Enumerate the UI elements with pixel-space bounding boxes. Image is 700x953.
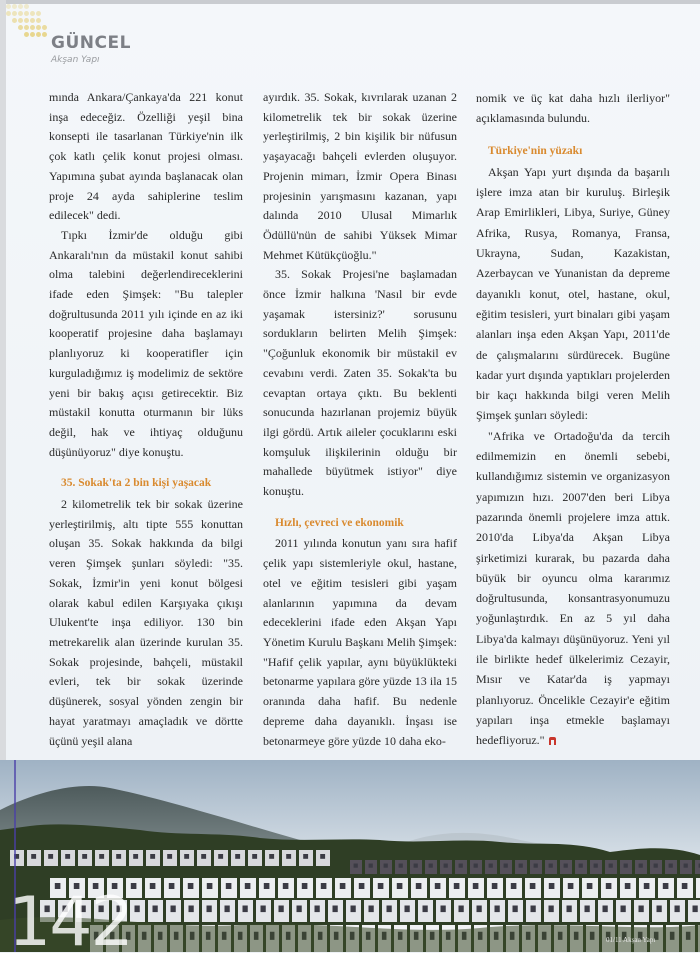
dot [36, 18, 41, 23]
house-window [549, 906, 554, 913]
house-window [459, 906, 464, 913]
subheading-text: 35. Sokak'ta 2 bin kişi yaşacak [61, 477, 212, 490]
dot [24, 18, 29, 23]
house-window [189, 906, 194, 913]
house-window [519, 864, 523, 868]
dot [24, 4, 29, 9]
house-window [657, 906, 662, 913]
house-window [454, 883, 460, 889]
house-window [473, 883, 479, 889]
house-window [594, 864, 598, 868]
dot [36, 25, 41, 30]
house-window [188, 883, 194, 889]
house-window [387, 906, 392, 913]
house-window [603, 906, 608, 913]
house-window [99, 854, 104, 859]
dot [30, 32, 35, 37]
house-window [226, 883, 232, 889]
house-window [587, 883, 593, 889]
dot [18, 11, 23, 16]
paragraph-text: nomik ve üç kat daha hızlı ilerliyor" açıklamasında bulundu. [476, 91, 670, 126]
house-window [624, 864, 628, 868]
house-window [378, 883, 384, 889]
house-window [245, 883, 251, 889]
house-window [414, 864, 418, 868]
paragraph [476, 426, 670, 751]
house-window [693, 906, 698, 913]
house-window [171, 906, 176, 913]
dot [24, 11, 29, 16]
house-window [416, 883, 422, 889]
house-window [133, 854, 138, 859]
house-window [169, 883, 175, 889]
dot [12, 4, 17, 9]
dot [24, 32, 29, 37]
house-window [530, 883, 536, 889]
house-window [369, 906, 374, 913]
house-window [31, 854, 36, 859]
house-window [207, 883, 213, 889]
paragraph [263, 88, 457, 265]
house-window [279, 906, 284, 913]
house-window [321, 883, 327, 889]
house-window [663, 883, 669, 889]
house-window [534, 864, 538, 868]
house-window [135, 906, 140, 913]
dot [18, 4, 23, 9]
house-window [264, 883, 270, 889]
house-window [579, 864, 583, 868]
house-window [441, 906, 446, 913]
house-window [684, 864, 688, 868]
house-window [297, 906, 302, 913]
dot [6, 11, 11, 16]
house-window [252, 854, 257, 859]
paragraph [476, 88, 670, 129]
house-window [384, 864, 388, 868]
house-window [639, 906, 644, 913]
subheading-text: Türkiye'nin yüzakı [488, 144, 583, 157]
paragraph-text: ayırdık. 35. Sokak, kıvrılarak uzanan 2 kilometrelik tek bir sokak üzerine yerleştirilmiş, 2 bin kişilik bir nüfusun yaşayacağı bahçeli evlerden oluşuyor. Projenin mimarı, İzmir Opera Binası projesinin yarışmasını kazanan, yapı dalında 2010 Ulusal Mimarlık Ödüllü'nün de sahibi Yüksek Mimar Mehmet Kütükçüoğlu." [263, 90, 457, 262]
house-window [48, 854, 53, 859]
dot [30, 18, 35, 23]
paragraph [263, 265, 457, 501]
house-window [333, 906, 338, 913]
house-window [351, 906, 356, 913]
subheading [476, 141, 670, 161]
house-window [65, 854, 70, 859]
dot [36, 11, 41, 16]
paragraph-text: 2011 yılında konutun yanı sıra hafif çelik yapı sistemleriyle okul, hastane, otel ve eğitim tesisleri gibi yaşam alanlarının yapımına da devam edeceklerini ifade eden Akşan Yapı Yönetim Kurulu Başkanı Melih Şimşek: "Hafif çelik yapılar, aynı büyüklükteki betonarme yapılara göre yüzde 13 ila 15 oranında daha hafif. Bu nedenle depreme daha dayanıklı. İnşası ise betonarmeye göre yüzde 10 daha eko- [263, 536, 457, 748]
paragraph [49, 88, 243, 226]
paragraph-text: 35. Sokak Projesi'ne başlamadan önce İzmir halkına 'Nasıl bir evde yaşamak istersiniz?' sorusunu sordukların belirten Melih Şimşek: "Çoğunluk ekonomik bir müstakil ev cevabını verdi. Zaten 35. Sokak'ta bu cevaptan ortaya çıktı. Bu beklenti sonucunda hazırlanan projemiz büyük ilgi gördü. Artık aileler çocuklarını eski komşuluk ilişkilerinin olduğu bir mahallede büyütmek istiyor" diye konuştu. [263, 267, 457, 499]
dot-pattern-logo [6, 4, 54, 44]
article-column-2 [263, 88, 457, 756]
house-window [477, 906, 482, 913]
house-window [302, 883, 308, 889]
house-window [369, 864, 373, 868]
house-window [564, 864, 568, 868]
house-window [225, 906, 230, 913]
subheading-text: Hızlı, çevreci ve ekonomik [275, 516, 404, 529]
house-window [585, 906, 590, 913]
paragraph-text: Akşan Yapı yurt dışında da başarılı işlere imza atan bir kuruluş. Birleşik Arap Emirlikleri, Libya, Suriye, Güney Afrika, Rusya, Romanya, Fransa, Ukrayna, Sudan, Kazakistan, Azerbaycan ve Yunanistan da depreme dayanıklı konut, otel, hastane, okul, eğitim tesisleri, yurt binaları gibi yaşam alanları inşa eden Akşan Yapı, 2011'de de çalışmalarını sürdürecek. Bugüne kadar yurt dışında yaptıkları projelerden bir kaçı hakkında bilgi veren Melih Şimşek şunları söyledi: [476, 164, 670, 423]
article-column-1 [49, 88, 243, 756]
house-window [112, 883, 118, 889]
house-window [167, 854, 172, 859]
house-window [235, 854, 240, 859]
house-window [150, 883, 156, 889]
dot [12, 18, 17, 23]
dot [30, 11, 35, 16]
house-window [511, 883, 517, 889]
house-window [207, 906, 212, 913]
paragraph [263, 534, 457, 751]
dot [12, 11, 17, 16]
house-window [495, 906, 500, 913]
dot [42, 25, 47, 30]
house-window [675, 906, 680, 913]
section-title: GÜNCEL [51, 33, 131, 53]
house-window [621, 906, 626, 913]
house-window [504, 864, 508, 868]
paragraph-text: mında Ankara/Çankaya'da 221 konut inşa edeceğiz. Özelliği yeşil bina konsepti ile tasarlanan Türkiye'nin ilk çok katlı çelik konut projesi olması. Yapımına şubat ayında başlanacak olan proje 24 ayda sahiplerine teslim edilecek" dedi. [49, 90, 243, 223]
house-window [153, 906, 158, 913]
house-window [459, 864, 463, 868]
house-window [116, 854, 121, 859]
article-column-3 [476, 88, 670, 756]
house-window [131, 883, 137, 889]
dot [30, 25, 35, 30]
paragraph [476, 162, 670, 426]
house-window [218, 854, 223, 859]
house-window [669, 864, 673, 868]
house-window [82, 854, 87, 859]
house-window [184, 854, 189, 859]
house-window [340, 883, 346, 889]
dot [36, 32, 41, 37]
house-window [243, 906, 248, 913]
house-window [93, 883, 99, 889]
house-window [399, 864, 403, 868]
house-window [567, 906, 572, 913]
dot [6, 4, 11, 9]
paragraph [49, 495, 243, 751]
paragraph [49, 226, 243, 462]
house-window [150, 854, 155, 859]
house-window [682, 883, 688, 889]
house-window [201, 854, 206, 859]
paragraph-text: Tıpkı İzmir'de olduğu gibi Ankaralı'nın da müstakil konut sahibi olma talebini değerlendireceklerini ifade eden Şimşek: "Bu talepler doğrultusunda 2011 yılı içinde en az iki kooperatif projesine daha başlamayı planlıyoruz ki kooperatifler için kurguladığımız iş modelimiz de sektöre yeni bir bakış açısı getirecektir. Biz müstakil konutta oturmanın bir lüks değil, hak ve ihtiyaç olduğunu düşünüyoruz" diye konuştu. [49, 227, 243, 459]
paragraph-text: 2 kilometrelik tek bir sokak üzerine yerleştirilmiş, altı tipte 555 konuttan oluşan 35. Sokak hakkında da bilgi veren Şimşek şunları söyledi: "35. Sokak, İzmir'in yeni konut bölgesi olarak kabul edilen Karşıyaka çıkışı Ulukent'te inşa ediliyor. 130 bin metrekarelik alan üzerinde kurulan 35. Sokak projesinde, bahçeli, müstakil evleri, tek bir sokak üzerinde düşünerek, sosyal yönden zengin bir hayat yaratmayı amaçladık ve dörtte üçünü yeşil alana [49, 497, 243, 748]
house-window [531, 906, 536, 913]
page-number: 142 [8, 893, 132, 953]
house-window [549, 883, 555, 889]
article-end-icon [549, 737, 556, 745]
dot [18, 25, 23, 30]
house-window [359, 883, 365, 889]
photo-credit: 01/11 Akşan Yapı [606, 936, 656, 944]
house-window [654, 864, 658, 868]
house-window [444, 864, 448, 868]
house-window [474, 864, 478, 868]
house-window [639, 864, 643, 868]
house-window [429, 864, 433, 868]
house-window [354, 864, 358, 868]
house-window [397, 883, 403, 889]
house-window [74, 883, 80, 889]
paragraph-text: "Afrika ve Ortadoğu'da da tercih edilmemizin en önemli sebebi, kullandığımız sistemin ve organizasyon yapımızın hızı. 2007'den beri Libya pazarında önemli projelere imza attık. 2010'da Libya'da Akşan Libya şirketimizi kurarak, bu pazarda daha büyük bir oyuncu olma kararımız doğrultusunda, konsantrasyonumuzu yoğunlaştırdık. En az 5 yıl daha Libya'da kalmayı düşünüyoruz. Yeni yıl ile birlikte hedef ülkelerimiz Cezayir, Mısır ve Katar'da iş yapmayı planlıyoruz. Öncelikle Cezayir'e eğitim yapıları inşa etmekle başlamayı hedefliyoruz." [476, 428, 670, 748]
house-window [405, 906, 410, 913]
house-window [549, 864, 553, 868]
house-window [423, 906, 428, 913]
house-window [609, 864, 613, 868]
subheading [263, 514, 457, 534]
house-window [320, 854, 325, 859]
section-subtitle: Akşan Yapı [51, 55, 100, 65]
house-window [435, 883, 441, 889]
house-window [269, 854, 274, 859]
house-window [492, 883, 498, 889]
house-window [55, 883, 61, 889]
house-window [286, 854, 291, 859]
dot [42, 32, 47, 37]
house-block [696, 878, 700, 898]
house-window [625, 883, 631, 889]
house-window [303, 854, 308, 859]
house-window [606, 883, 612, 889]
dot [24, 25, 29, 30]
house-window [261, 906, 266, 913]
house-window [568, 883, 574, 889]
house-window [644, 883, 650, 889]
dot [18, 18, 23, 23]
house-window [283, 883, 289, 889]
house-window [489, 864, 493, 868]
house-window [315, 906, 320, 913]
subheading [49, 474, 243, 494]
house-window [513, 906, 518, 913]
